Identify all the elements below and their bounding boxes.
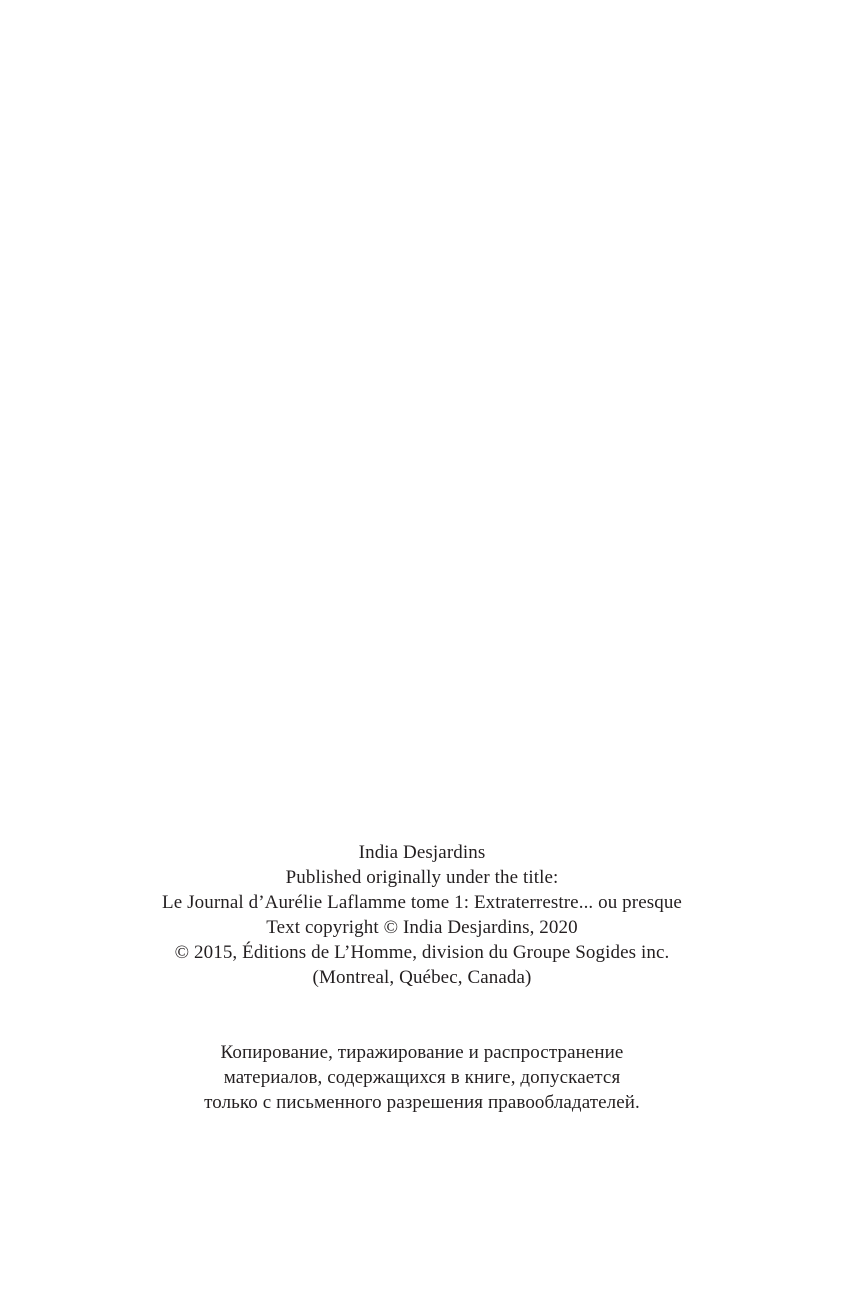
publisher-copyright: © 2015, Éditions de L’Homme, division du Groupe Sogides inc. [174,942,670,963]
rights-notice-line-2: материалов, содержащихся в книге, допускается [223,1067,621,1088]
credits-block [0,840,844,990]
original-title: Le Journal d’Aurélie Laflamme tome 1: Extraterrestre... ou presque [162,892,682,913]
published-originally-note: Published originally under the title: [285,867,559,888]
author-name: India Desjardins [358,842,486,863]
rights-notice-line-3: только с письменного разрешения правообладателей. [204,1092,640,1113]
text-copyright: Text copyright © India Desjardins, 2020 [266,917,578,938]
rights-notice-block [0,1040,844,1115]
rights-notice-line-1: Копирование, тиражирование и распространение [220,1042,624,1063]
publisher-location: (Montreal, Québec, Canada) [312,967,532,988]
